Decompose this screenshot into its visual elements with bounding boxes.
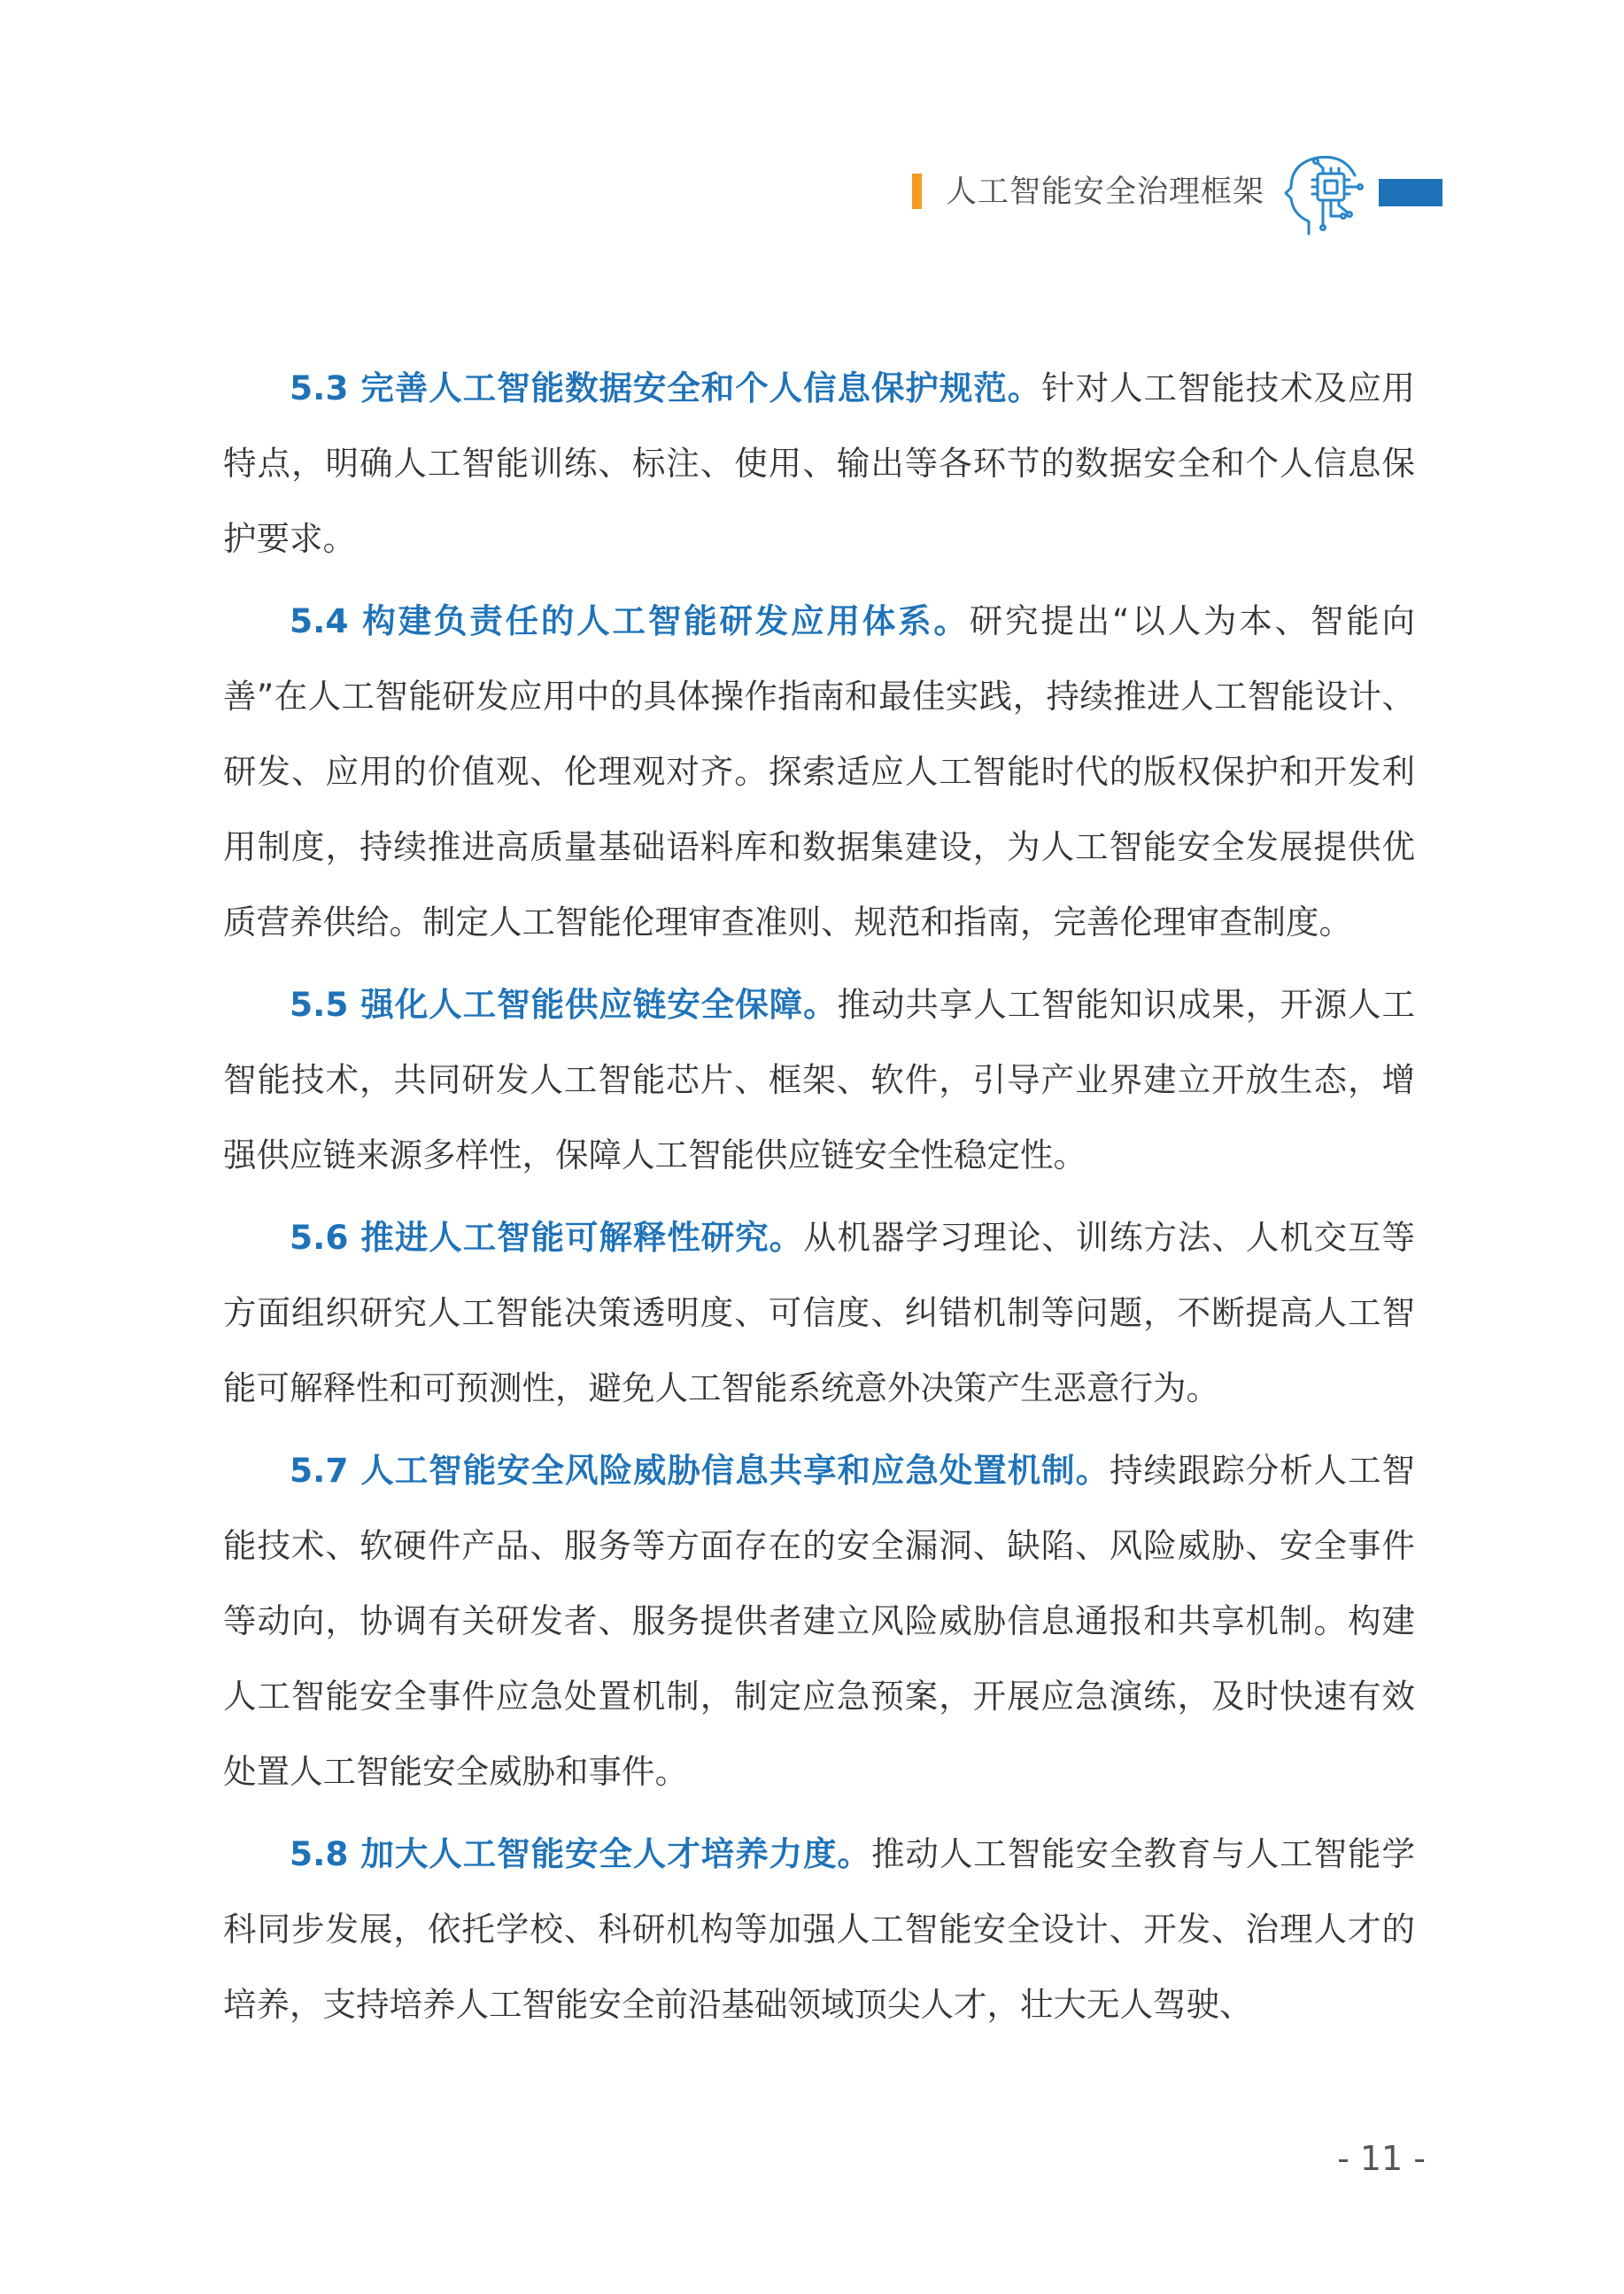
- section-text: 推动共享人工智能知识成果，开源人工智能技术，共同研发人工智能芯片、框架、软件，引导产业界建立开放生态，增强供应链来源多样性，保障人工智能供应链安全性稳定性。: [223, 985, 1415, 1174]
- section-5-5: [223, 967, 1415, 1193]
- page-header: [0, 0, 1624, 266]
- section-heading: 5.3 完善人工智能数据安全和个人信息保护规范。: [290, 368, 1042, 407]
- section-5-7: [223, 1433, 1415, 1810]
- section-heading: 5.5 强化人工智能供应链安全保障。: [290, 985, 838, 1024]
- section-heading: 5.4 构建负责任的人工智能研发应用体系。: [290, 601, 970, 640]
- document-body: [223, 351, 1415, 2050]
- section-5-4: [223, 584, 1415, 960]
- section-5-3: [223, 351, 1415, 577]
- section-text: 推动人工智能安全教育与人工智能学科同步发展，依托学校、科研机构等加强人工智能安全设计、开发、治理人才的培养，支持培养人工智能安全前沿基础领域顶尖人才，壮大无人驾驶、: [223, 1834, 1415, 2024]
- section-5-8: [223, 1817, 1415, 2042]
- section-text: 持续跟踪分析人工智能技术、软硬件产品、服务等方面存在的安全漏洞、缺陷、风险威胁、安全事件等动向，协调有关研发者、服务提供者建立风险威胁信息通报和共享机制。构建人工智能安全事件应急处置机制，制定应急预案，开展应急演练，及时快速有效处置人工智能安全威胁和事件。: [223, 1451, 1416, 1791]
- section-text: 研究提出“以人为本、智能向善”在人工智能研发应用中的具体操作指南和最佳实践，持续推进人工智能设计、研发、应用的价值观、伦理观对齐。探索适应人工智能时代的版权保护和开发利用制度，持续推进高质量基础语料库和数据集建设，为人工智能安全发展提供优质营养供给。制定人工智能伦理审查准则、规范和指南，完善伦理审查制度。: [223, 601, 1415, 942]
- section-text: 从机器学习理论、训练方法、人机交互等方面组织研究人工智能决策透明度、可信度、纠错机制等问题，不断提高人工智能可解释性和可预测性，避免人工智能系统意外决策产生恶意行为。: [223, 1218, 1415, 1407]
- section-heading: 5.7 人工智能安全风险威胁信息共享和应急处置机制。: [290, 1451, 1110, 1490]
- header-brand-block: [1379, 179, 1442, 206]
- section-heading: 5.6 推进人工智能可解释性研究。: [290, 1218, 804, 1257]
- page-number: - 11 -: [1337, 2139, 1426, 2178]
- section-text: 针对人工智能技术及应用特点，明确人工智能训练、标注、使用、输出等各环节的数据安全和个人信息保护要求。: [223, 368, 1415, 558]
- section-heading: 5.8 加大人工智能安全人才培养力度。: [290, 1834, 871, 1873]
- header-title: 人工智能安全治理框架: [946, 174, 1265, 210]
- header-accent-bar: [912, 174, 922, 209]
- ai-head-chip-icon: [1282, 151, 1364, 239]
- section-5-6: [223, 1200, 1415, 1426]
